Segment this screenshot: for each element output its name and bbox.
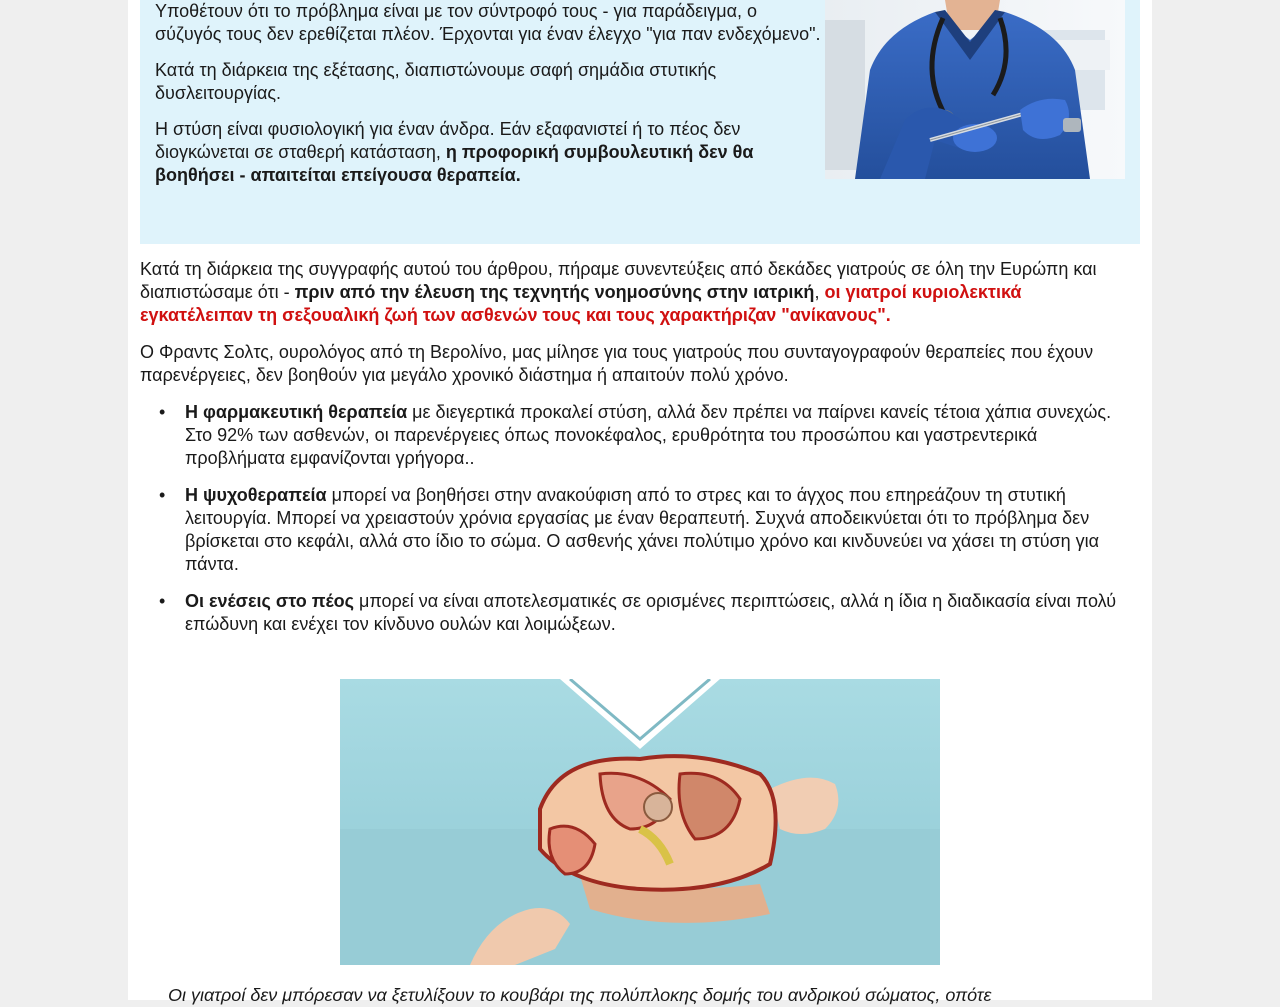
bullet: •	[159, 591, 166, 611]
callout-paragraph-2: Κατά τη διάρκεια της εξέτασης, διαπιστώνουμε σαφή σημάδια στυτικής δυσλειτουργίας.	[155, 60, 717, 103]
intro-paragraph	[140, 258, 1130, 327]
callout-paragraph-3	[155, 118, 825, 187]
treatment-name: Οι ενέσεις στο πέος	[185, 591, 354, 611]
callout-paragraph-1: Υποθέτουν ότι το πρόβλημα είναι με τον σύντροφό τους - για παράδειγμα, ο σύζυγός τους δεν ερεθίζεται πλέον. Έρχονται για έναν έλεγχο "για παν ενδεχόμενο".	[155, 1, 821, 44]
callout-paragraph-3-bold: η προφορική συμβουλευτική δεν θα βοηθήσει - απαιτείται επείγουσα θεραπεία.	[155, 142, 754, 185]
bullet: •	[159, 485, 166, 505]
quote-paragraph: Ο Φραντς Σολτς, ουρολόγος από τη Βερολίνο, μας μίλησε για τους γιατρούς που συνταγογραφούν θεραπείες που έχουν παρενέργειες, δεν βοηθούν για μεγάλο χρονικό διάστημα ή απαιτούν πολύ χρόνο.	[140, 342, 1094, 385]
doctor-photo	[825, 0, 1125, 179]
callout-text	[155, 0, 825, 200]
intro-bold: πριν από την έλευση της τεχνητής νοημοσύνης στην ιατρική	[294, 282, 815, 302]
doctor-illustration	[825, 0, 1125, 179]
treatment-description: με διεγερτικά προκαλεί στύση, αλλά δεν πρέπει να παίρνει κανείς τέτοια χάπια συνεχώς. Στο 92% των ασθενών, οι παρενέργειες όπως πονοκέφαλος, ερυθρότητα του προσώπου και γαστρεντερικά προβλήματα εμφανίζονται γρήγορα..	[185, 402, 1112, 468]
treatment-name: Η ψυχοθεραπεία	[185, 485, 327, 505]
intro-text: Κατά τη διάρκεια της συγγραφής αυτού του άρθρου, πήραμε συνεντεύξεις από δεκάδες γιατρούς σε όλη την Ευρώπη και διαπιστώσαμε ότι -	[140, 259, 1097, 302]
callout-paragraph-3-text: Η στύση είναι φυσιολογική για έναν άνδρα. Εάν εξαφανιστεί ή το πέος δεν διογκώνεται σε σταθερή κατάσταση,	[155, 119, 741, 162]
list-item	[159, 484, 1130, 576]
intro-highlight: οι γιατροί κυριολεκτικά εγκατέλειπαν τη σεξουαλική ζωή των ασθενών τους και τους χαρακτήριζαν "ανίκανους".	[140, 282, 1022, 325]
article-page	[128, 0, 1152, 1005]
anatomy-model-photo	[340, 679, 940, 965]
treatment-list	[140, 401, 1130, 636]
treatment-name: Η φαρμακευτική θεραπεία	[185, 402, 408, 422]
bullet: •	[159, 402, 166, 422]
article-body	[140, 258, 1130, 650]
treatment-description: μπορεί να είναι αποτελεσματικές σε ορισμένες περιπτώσεις, αλλά η ίδια η διαδικασία είναι πολύ επώδυνη και ενέχει τον κίνδυνο ουλών και λοιμώξεων.	[185, 591, 1117, 634]
anatomy-illustration	[340, 679, 940, 965]
callout-box	[140, 0, 1140, 244]
intro-comma: ,	[814, 282, 825, 302]
treatment-description: μπορεί να βοηθήσει στην ανακούφιση από το στρες και το άγχος που επηρεάζουν τη στυτική λειτουργία. Μπορεί να χρειαστούν χρόνια εργασίας με έναν θεραπευτή. Συχνά αποδεικνύεται ότι το πρόβλημα δεν βρίσκεται στο κεφάλι, αλλά στο ίδιο το σώμα. Ο ασθενής χάνει πολύτιμο χρόνο και κινδυνεύει να χάσει τη στύση για πάντα.	[185, 485, 1100, 574]
image-caption: Οι γιατροί δεν μπόρεσαν να ξετυλίξουν το κουβάρι της πολύπλοκης δομής του ανδρικού σώματος, οπότε	[168, 985, 992, 1005]
list-item	[159, 401, 1130, 470]
list-item	[159, 590, 1130, 636]
